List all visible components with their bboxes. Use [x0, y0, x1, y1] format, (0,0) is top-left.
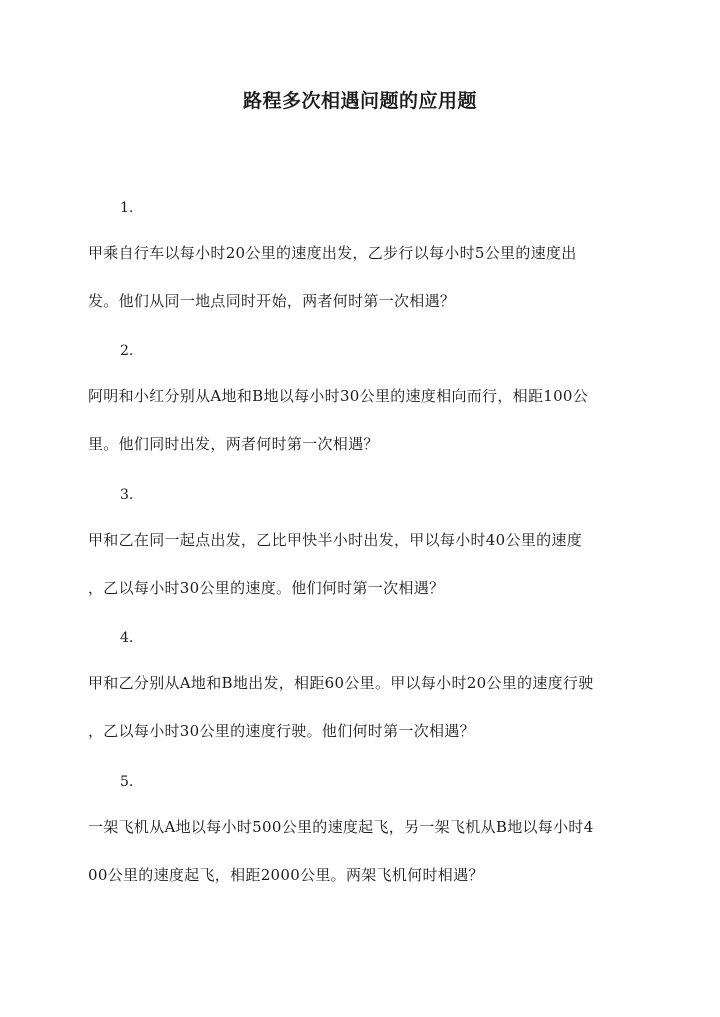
- question-text-line: ，乙以每小时30公里的速度。他们何时第一次相遇？: [88, 579, 445, 597]
- question-text-line: 发。他们从同一地点同时开始，两者何时第一次相遇？: [88, 292, 456, 310]
- question-number: 4.: [120, 630, 134, 646]
- question-text-line: 一架飞机从A地以每小时500公里的速度起飞，另一架飞机从B地以每小时4: [88, 818, 594, 836]
- question-text-line: 甲和乙分别从A地和B地出发，相距60公里。甲以每小时20公里的速度行驶: [88, 674, 594, 692]
- question-text: [88, 229, 648, 325]
- question-text-line: 甲乘自行车以每小时20公里的速度出发，乙步行以每小时5公里的速度出: [88, 244, 577, 262]
- question-text-line: 里。他们同时出发，两者何时第一次相遇？: [88, 435, 379, 453]
- question-text-line: 00公里的速度起飞，相距2000公里。两架飞机何时相遇？: [88, 866, 484, 884]
- question-text-line: ，乙以每小时30公里的速度行驶。他们何时第一次相遇？: [88, 722, 475, 740]
- question-text-line: 阿明和小红分别从A地和B地以每小时30公里的速度相向而行，相距100公: [88, 387, 589, 405]
- question-number: 2.: [120, 343, 134, 359]
- question-number: 5.: [120, 774, 134, 790]
- question-number: 3.: [120, 487, 134, 503]
- question-text: [88, 659, 648, 755]
- question-number: 1.: [120, 200, 134, 216]
- document-title: 路程多次相遇问题的应用题: [242, 90, 477, 112]
- question-text-line: 甲和乙在同一起点出发，乙比甲快半小时出发，甲以每小时40公里的速度: [88, 531, 582, 549]
- question-text: [88, 372, 648, 468]
- question-text: [88, 803, 648, 899]
- question-text: [88, 516, 648, 612]
